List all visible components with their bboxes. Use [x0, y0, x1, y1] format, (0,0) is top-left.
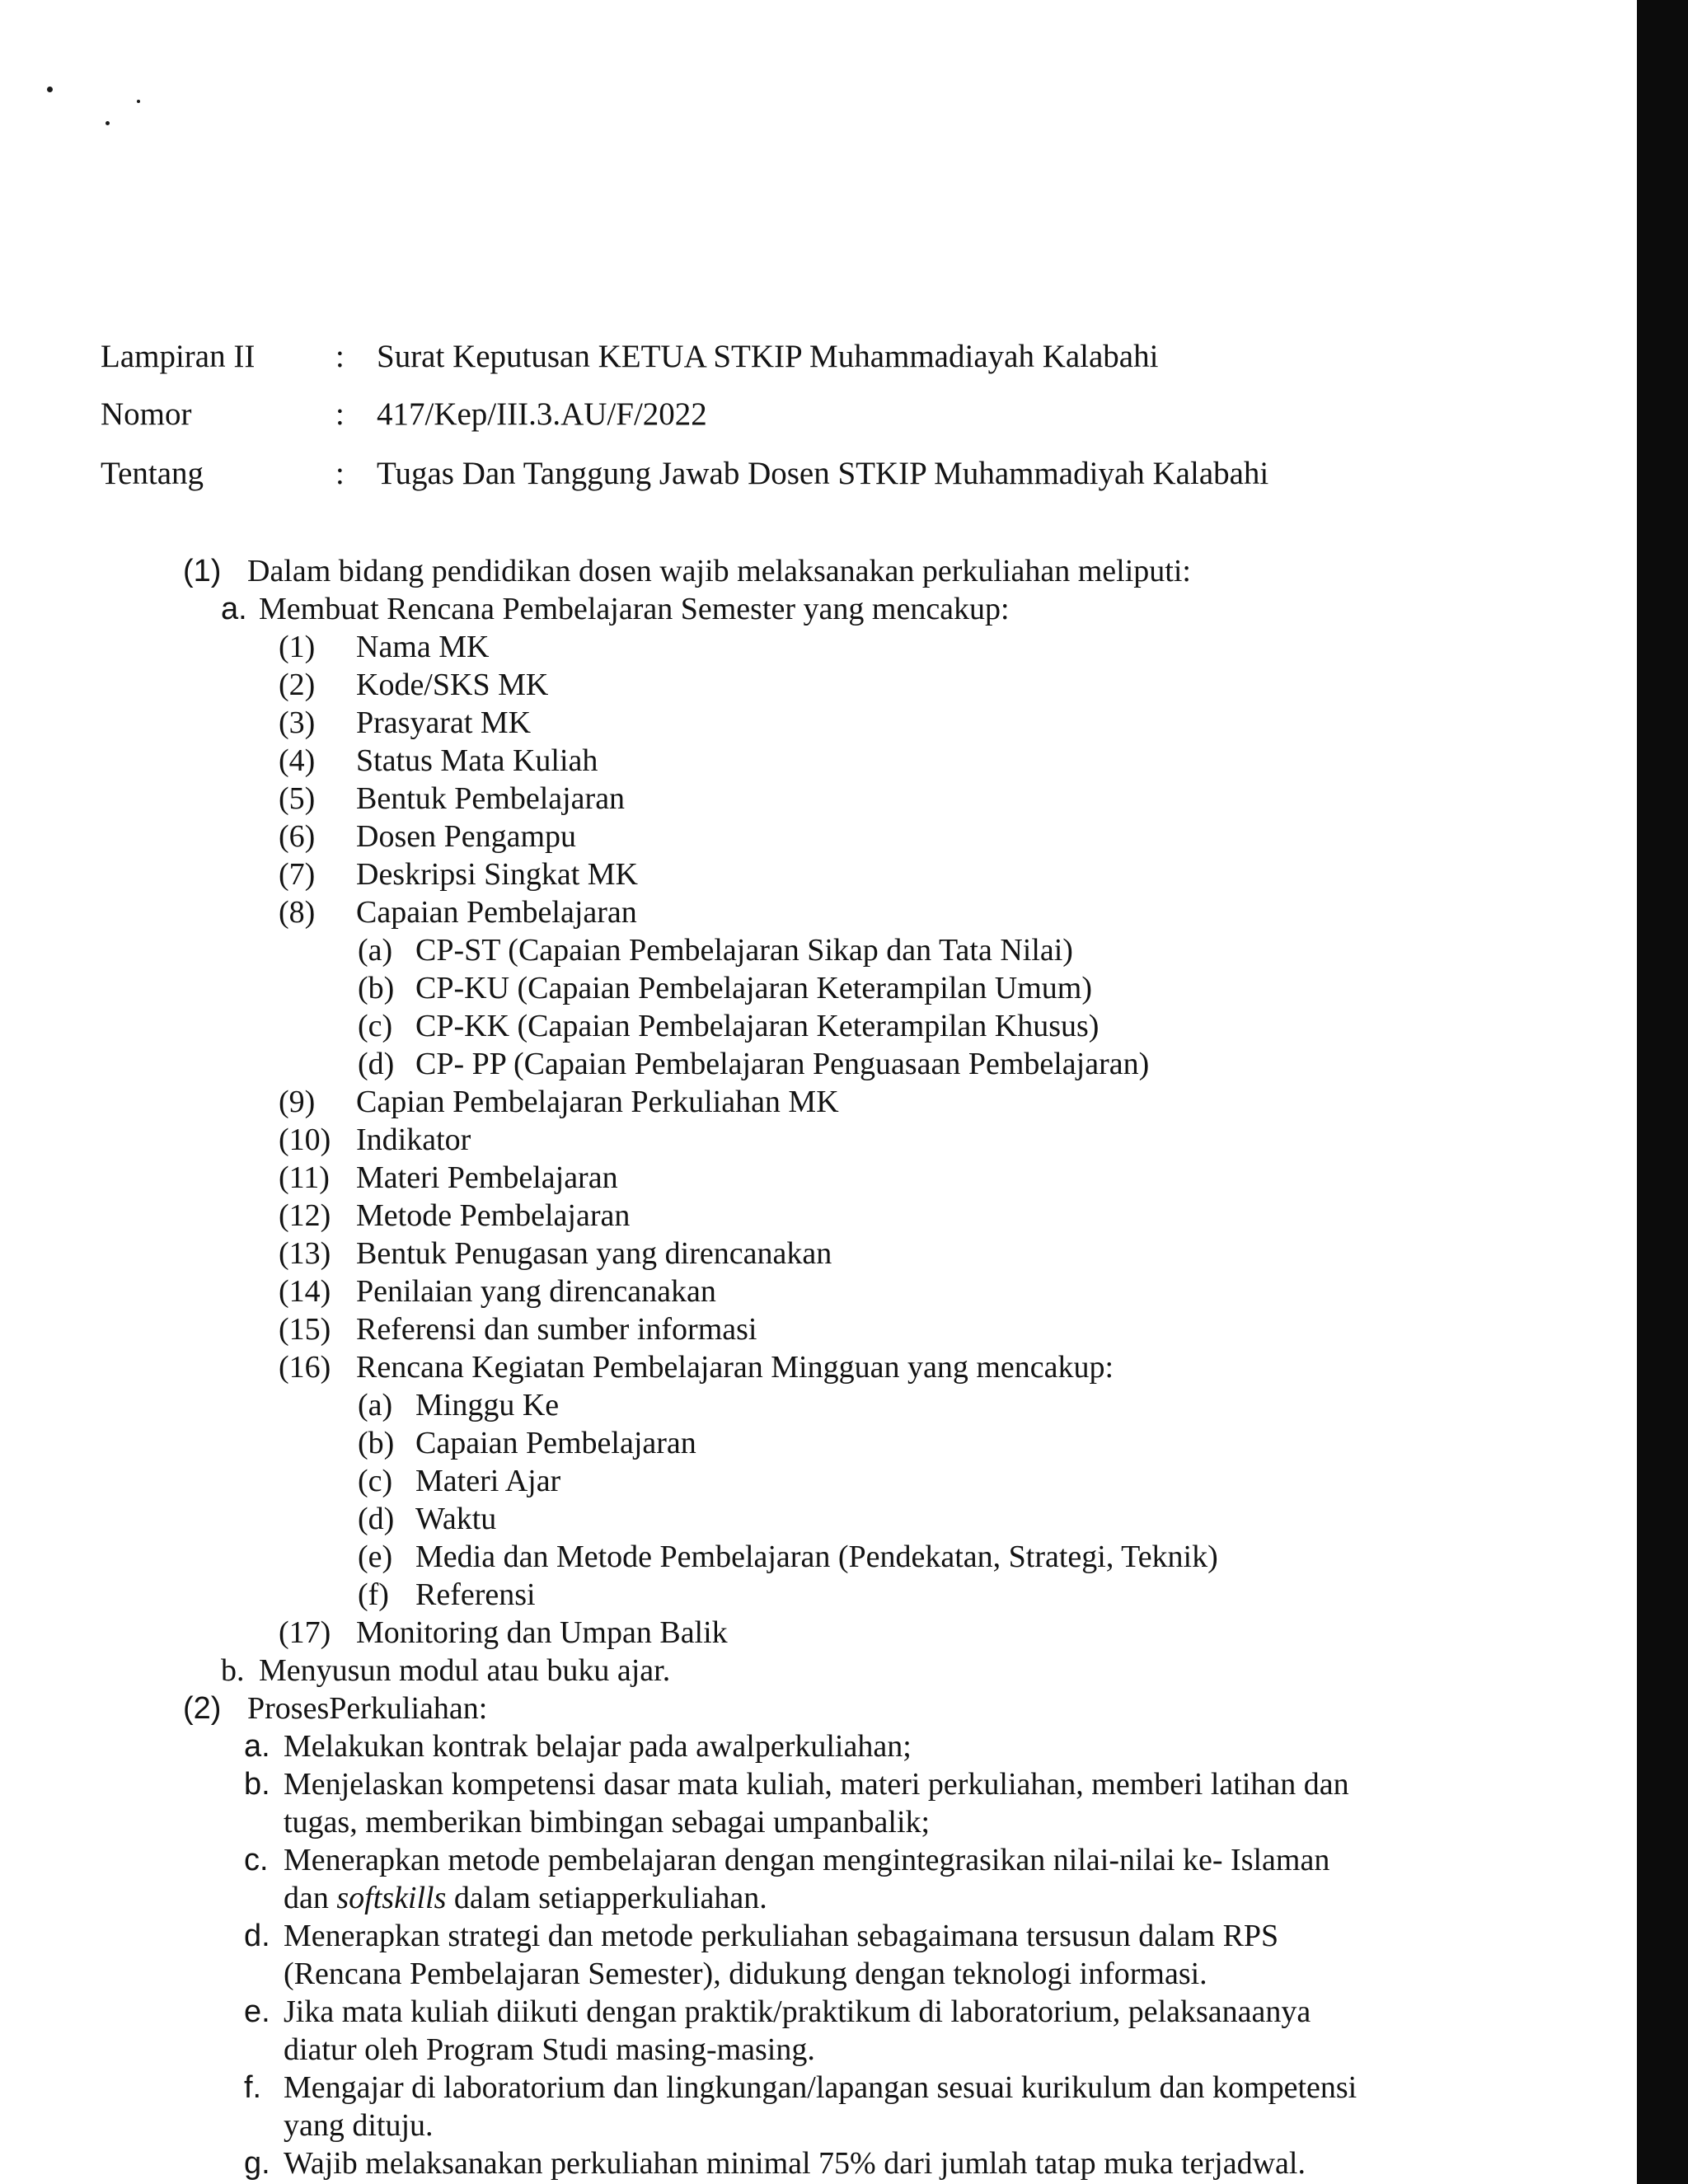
header-value: Tugas Dan Tanggung Jawab Dosen STKIP Muhammadiyah Kalabahi [377, 456, 1269, 491]
section-number: (1) [183, 554, 222, 588]
text-span: g. [244, 2146, 270, 2181]
text-span: (d) [358, 1047, 395, 1081]
text-span: (f) [358, 1577, 389, 1612]
text-span: a. [244, 1729, 270, 1764]
text-span: Indikator [356, 1122, 471, 1157]
text-span: (c) [358, 1009, 393, 1043]
text-span: Penilaian yang direncanakan [356, 1274, 716, 1309]
text-span: Dosen Pengampu [356, 819, 577, 854]
text-span: (d) [358, 1502, 395, 1536]
header-colon: : [335, 456, 345, 491]
header-label: Nomor [101, 396, 192, 432]
text-span: Deskripsi Singkat MK [356, 857, 638, 892]
text-span: dalam setiapperkuliahan. [446, 1881, 767, 1915]
process-item-b-cont [284, 1803, 930, 1841]
text-span: tugas, memberikan bimbingan sebagai umpanbalik; [284, 1805, 931, 1840]
text-span: Prasyarat MK [356, 705, 532, 740]
section-text: ProsesPerkuliahan: [247, 1691, 488, 1726]
text-span: Kode/SKS MK [356, 668, 549, 702]
text-span: Monitoring dan Umpan Balik [356, 1615, 728, 1650]
text-span: (9) [279, 1085, 316, 1119]
text-span: Minggu Ke [415, 1388, 560, 1422]
section-number: (2) [183, 1691, 222, 1726]
text-span: (12) [279, 1198, 331, 1233]
header-label: Lampiran II [101, 339, 256, 374]
text-span: Capaian Pembelajaran [415, 1426, 696, 1460]
header-value: 417/Kep/III.3.AU/F/2022 [377, 396, 707, 432]
text-span: c. [244, 1843, 269, 1877]
text-span: (5) [279, 781, 316, 816]
text-span: (b) [358, 1426, 395, 1460]
text-span: CP- PP (Capaian Pembelajaran Penguasaan Pembelajaran) [415, 1047, 1150, 1081]
text-span: (3) [279, 705, 316, 740]
text-span: (14) [279, 1274, 331, 1309]
text-span: Status Mata Kuliah [356, 743, 598, 778]
text-span: Referensi [415, 1577, 536, 1612]
list-text: Membuat Rencana Pembelajaran Semester yang mencakup: [259, 592, 1010, 626]
text-span: diatur oleh Program Studi masing-masing. [284, 2032, 815, 2067]
text-span: Capian Pembelajaran Perkuliahan MK [356, 1085, 839, 1119]
text-span: Melakukan kontrak belajar pada awalperkuliahan; [284, 1729, 912, 1764]
text-span: (1) [279, 630, 316, 664]
process-item-e-cont [284, 2031, 815, 2069]
text-span: CP-KU (Capaian Pembelajaran Keterampilan Umum) [415, 971, 1092, 1005]
text-span: (8) [279, 895, 316, 930]
text-span: d. [244, 1919, 270, 1953]
text-span: CP-KK (Capaian Pembelajaran Keterampilan Khusus) [415, 1009, 1100, 1043]
text-span: CP-ST (Capaian Pembelajaran Sikap dan Tata Nilai) [415, 933, 1073, 968]
process-item-d-cont [284, 1955, 1207, 1993]
list-marker: b. [221, 1653, 245, 1688]
text-span: b. [244, 1767, 270, 1802]
text-span: (6) [279, 819, 316, 854]
header-label: Tentang [101, 456, 204, 491]
text-span: (13) [279, 1236, 331, 1271]
list-text: Menyusun modul atau buku ajar. [259, 1653, 671, 1688]
text-span: (Rencana Pembelajaran Semester), didukung dengan teknologi informasi. [284, 1957, 1207, 1991]
text-span: Menerapkan strategi dan metode perkuliahan sebagaimana tersusun dalam RPS [284, 1919, 1279, 1953]
process-item-c-cont [284, 1879, 767, 1917]
header-colon: : [335, 396, 345, 432]
text-span: Materi Ajar [415, 1464, 561, 1498]
text-span: (11) [279, 1160, 330, 1195]
text-span: yang dituju. [284, 2108, 434, 2143]
text-span: Bentuk Pembelajaran [356, 781, 626, 816]
text-span: (b) [358, 971, 395, 1005]
section-text: Dalam bidang pendidikan dosen wajib melaksanakan perkuliahan meliputi: [247, 554, 1191, 588]
text-span: Jika mata kuliah diikuti dengan praktik/praktikum di laboratorium, pelaksanaanya [284, 1994, 1311, 2029]
text-span: Metode Pembelajaran [356, 1198, 631, 1233]
text-span: (e) [358, 1540, 393, 1574]
text-span: (15) [279, 1312, 331, 1347]
text-span: (2) [279, 668, 316, 702]
text-span: Menjelaskan kompetensi dasar mata kuliah, materi perkuliahan, memberi latihan dan [284, 1767, 1349, 1802]
header-colon: : [335, 339, 345, 374]
text-span: Nama MK [356, 630, 490, 664]
text-span: softskills [336, 1881, 447, 1915]
list-marker: a. [221, 592, 247, 626]
text-span: (16) [279, 1350, 331, 1385]
text-span: Referensi dan sumber informasi [356, 1312, 757, 1347]
text-span: (10) [279, 1122, 331, 1157]
text-span: Menerapkan metode pembelajaran dengan mengintegrasikan nilai-nilai ke- Islaman [284, 1843, 1330, 1877]
process-item-f-cont [284, 2107, 434, 2144]
text-span: (17) [279, 1615, 331, 1650]
text-span: (a) [358, 933, 393, 968]
text-span: f. [244, 2070, 262, 2105]
text-span: Media dan Metode Pembelajaran (Pendekatan, Strategi, Teknik) [415, 1540, 1218, 1574]
scan-edge-shadow [1637, 0, 1688, 2184]
text-span: Rencana Kegiatan Pembelajaran Mingguan yang mencakup: [356, 1350, 1114, 1385]
text-span: dan [284, 1881, 337, 1915]
text-span: Mengajar di laboratorium dan lingkungan/lapangan sesuai kurikulum dan kompetensi [284, 2070, 1357, 2105]
header-value: Surat Keputusan KETUA STKIP Muhammadiayah Kalabahi [377, 339, 1159, 374]
text-span: Materi Pembelajaran [356, 1160, 618, 1195]
text-span: e. [244, 1994, 270, 2029]
text-span: Waktu [415, 1502, 497, 1536]
text-span: (a) [358, 1388, 393, 1422]
text-span: Bentuk Penugasan yang direncanakan [356, 1236, 832, 1271]
text-span: (7) [279, 857, 316, 892]
text-span: (c) [358, 1464, 393, 1498]
text-span: Capaian Pembelajaran [356, 895, 637, 930]
text-span: (4) [279, 743, 316, 778]
text-span: Wajib melaksanakan perkuliahan minimal 75% dari jumlah tatap muka terjadwal. [284, 2146, 1306, 2181]
